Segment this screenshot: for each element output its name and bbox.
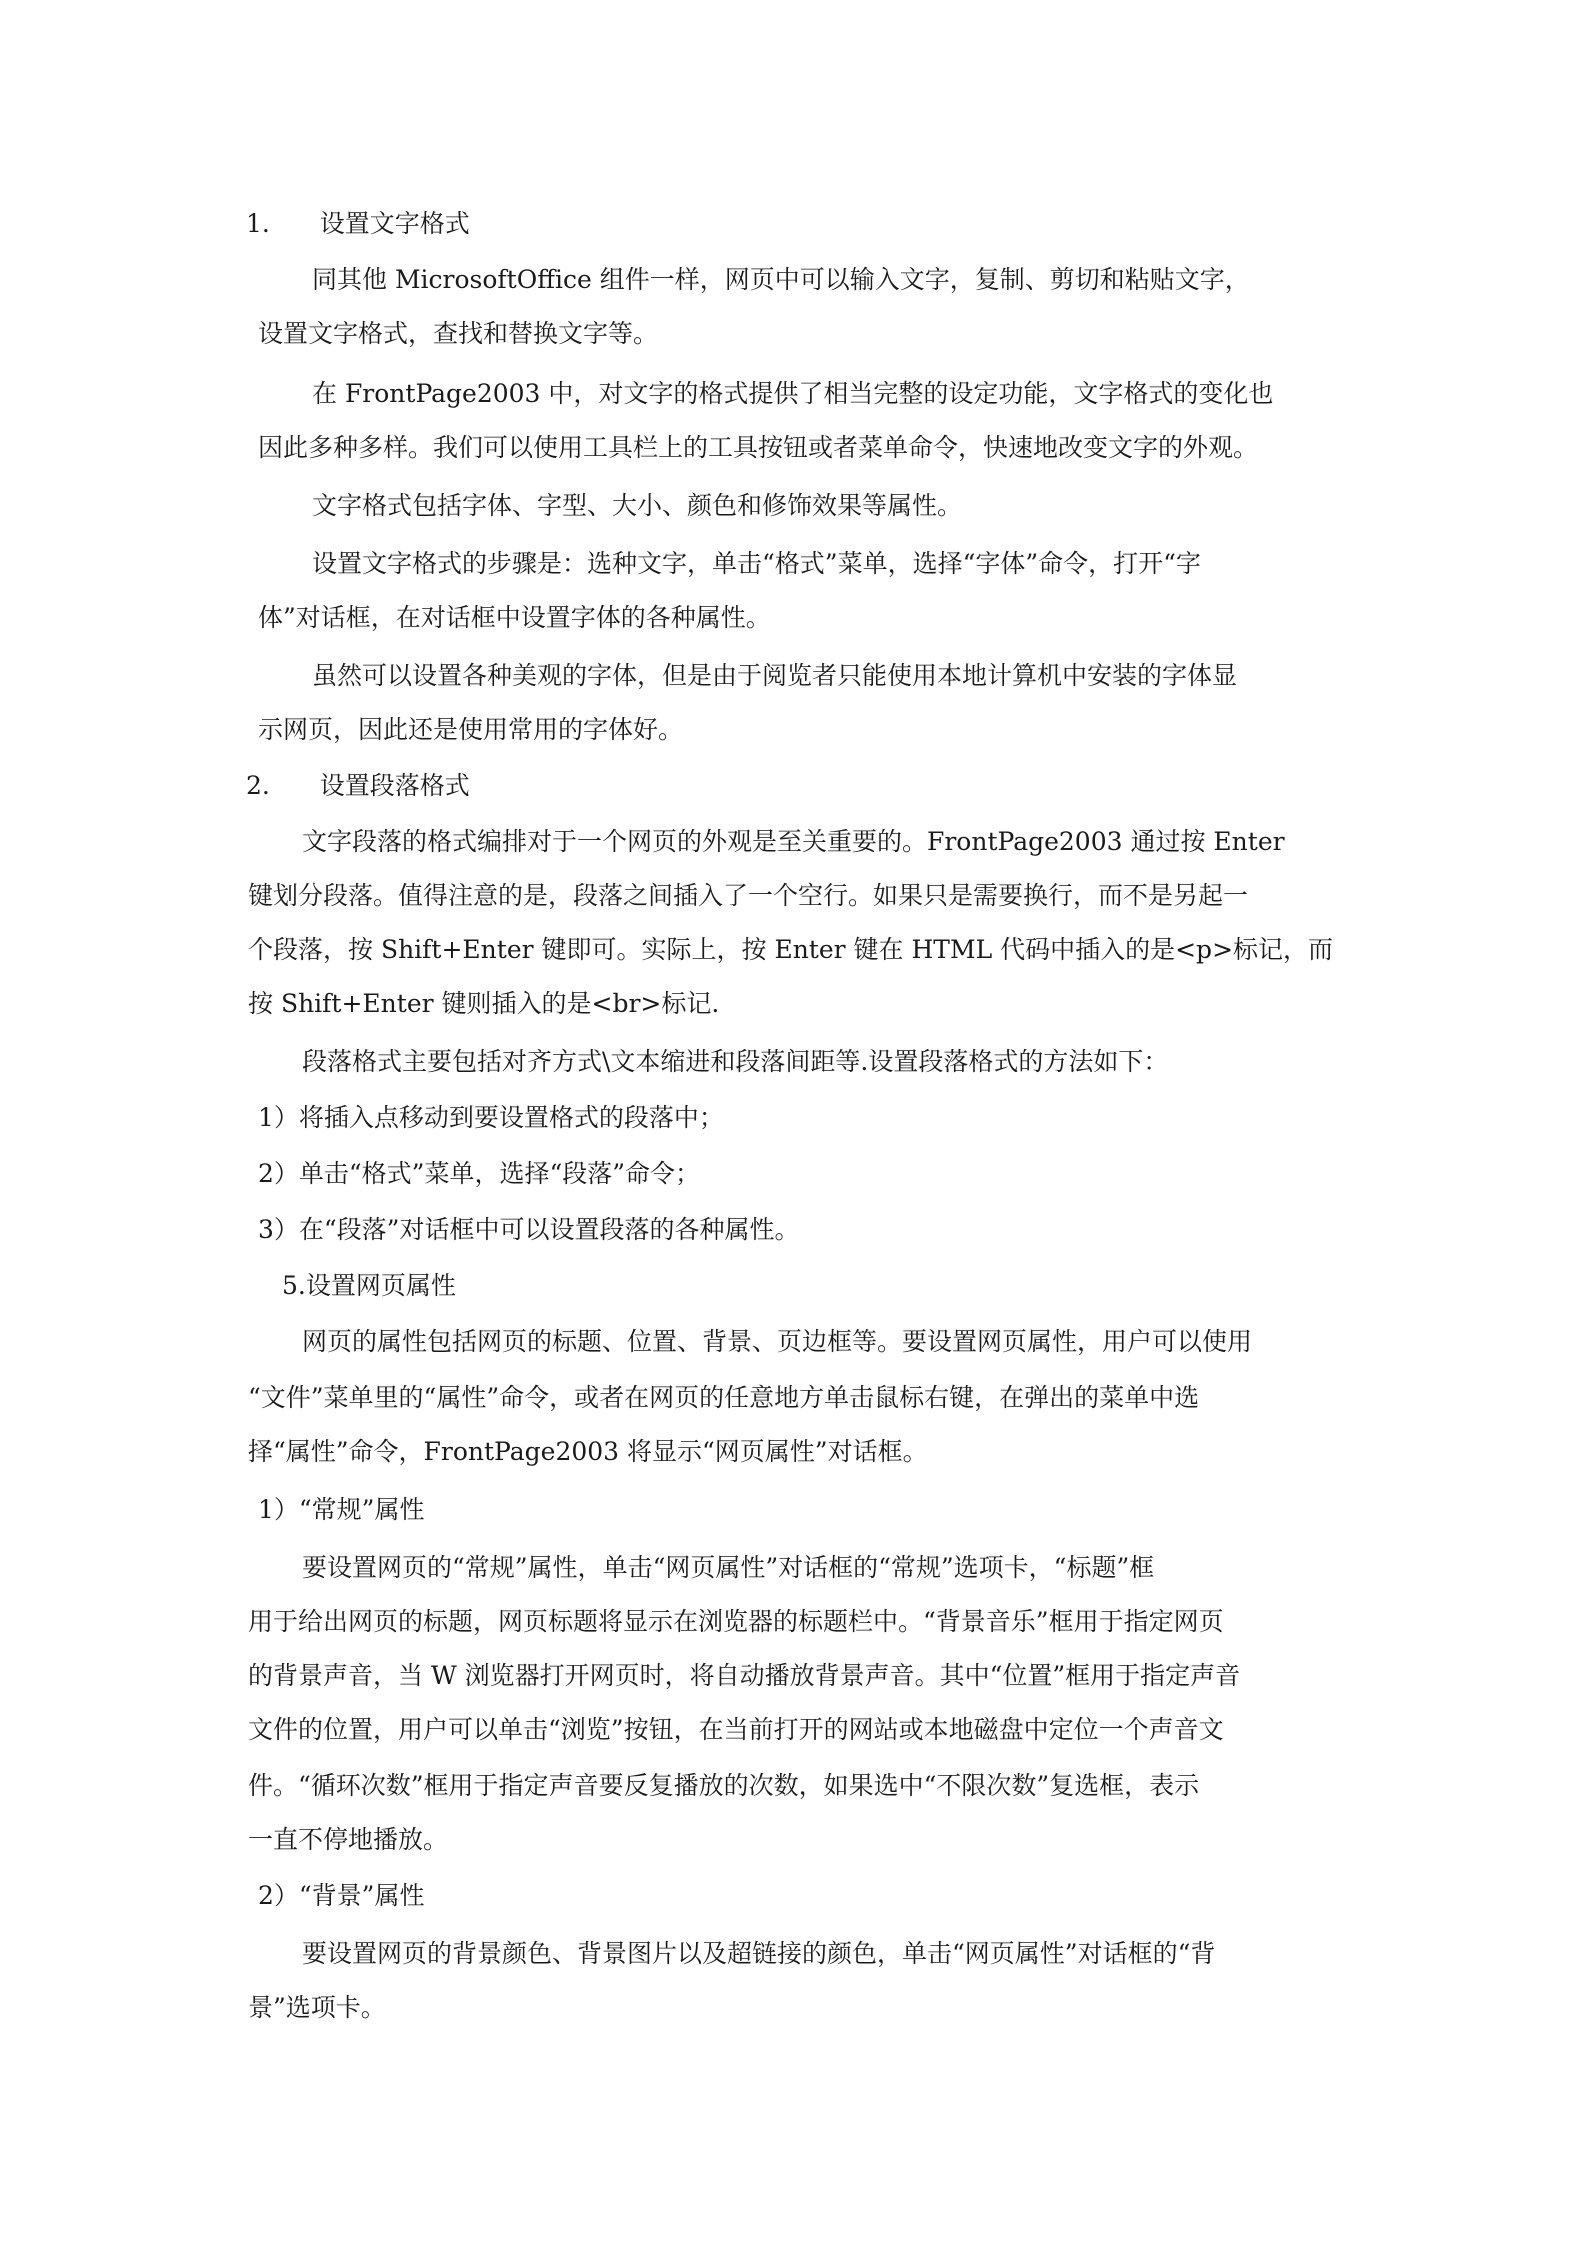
- paragraph-line: 示网页，因此还是使用常用的字体好。: [258, 715, 684, 744]
- subsection-heading-background: 2）“背景”属性: [258, 1881, 425, 1910]
- paragraph-line: 体”对话框，在对话框中设置字体的各种属性。: [258, 603, 771, 632]
- paragraph-line: 件。“循环次数”框用于指定声音要反复播放的次数，如果选中“不限次数”复选框，表示: [248, 1771, 1200, 1800]
- paragraph-line: 个段落，按 Shift+Enter 键即可。实际上，按 Enter 键在 HTML 代码中插入的是<p>标记，而: [248, 935, 1334, 964]
- paragraph-line: 用于给出网页的标题，网页标题将显示在浏览器的标题栏中。“背景音乐”框用于指定网页: [248, 1607, 1224, 1636]
- paragraph-line: 因此多种多样。我们可以使用工具栏上的工具按钮或者菜单命令，快速地改变文字的外观。: [258, 433, 1259, 462]
- paragraph-line: 在 FrontPage2003 中，对文字的格式提供了相当完整的设定功能，文字格式的变化也: [312, 379, 1274, 408]
- paragraph-line: 文字段落的格式编排对于一个网页的外观是至关重要的。FrontPage2003 通过按 Enter: [302, 827, 1285, 856]
- section-title: 设置段落格式: [319, 771, 470, 800]
- paragraph-line: 要设置网页的“常规”属性，单击“网页属性”对话框的“常规”选项卡，“标题”框: [302, 1553, 1155, 1582]
- section-heading-paragraph-format: [246, 770, 470, 802]
- section-heading-text-format: [246, 208, 470, 240]
- paragraph-line: “文件”菜单里的“属性”命令，或者在网页的任意地方单击鼠标右键，在弹出的菜单中选: [248, 1383, 1200, 1412]
- paragraph-line: 文件的位置，用户可以单击“浏览”按钮，在当前打开的网站或本地磁盘中定位一个声音文: [248, 1715, 1224, 1744]
- paragraph-line: 虽然可以设置各种美观的字体，但是由于阅览者只能使用本地计算机中安装的字体显: [312, 661, 1238, 690]
- paragraph-line: 同其他 MicrosoftOffice 组件一样，网页中可以输入文字，复制、剪切和粘贴文字，: [312, 265, 1250, 294]
- paragraph-line: 网页的属性包括网页的标题、位置、背景、页边框等。要设置网页属性，用户可以使用: [302, 1327, 1253, 1356]
- paragraph-line: 段落格式主要包括对齐方式\文本缩进和段落间距等.设置段落格式的方法如下：: [302, 1047, 1169, 1076]
- list-item: 2）单击“格式”菜单，选择“段落”命令；: [258, 1159, 701, 1188]
- paragraph-line: 设置文字格式，查找和替换文字等。: [258, 319, 659, 348]
- section-number: 1.: [246, 209, 270, 238]
- paragraph-line: 按 Shift+Enter 键则插入的是<br>标记.: [248, 989, 720, 1018]
- section-heading-page-properties: 5.设置网页属性: [282, 1271, 456, 1300]
- paragraph-line: 的背景声音，当 W 浏览器打开网页时，将自动播放背景声音。其中“位置”框用于指定声音: [248, 1661, 1241, 1690]
- paragraph-line: 要设置网页的背景颜色、背景图片以及超链接的颜色，单击“网页属性”对话框的“背: [302, 1939, 1216, 1968]
- list-item: 1）将插入点移动到要设置格式的段落中；: [258, 1103, 724, 1132]
- section-number: 2.: [246, 771, 270, 800]
- paragraph-line: 设置文字格式的步骤是：选种文字，单击“格式”菜单，选择“字体”命令，打开“字: [312, 549, 1201, 578]
- list-item: 3）在“段落”对话框中可以设置段落的各种属性。: [258, 1215, 800, 1244]
- section-title: 设置文字格式: [319, 209, 470, 238]
- paragraph-line: 一直不停地播放。: [248, 1825, 449, 1854]
- paragraph-line: 键划分段落。值得注意的是，段落之间插入了一个空行。如果只是需要换行，而不是另起一: [248, 881, 1249, 910]
- paragraph-line: 择“属性”命令，FrontPage2003 将显示“网页属性”对话框。: [248, 1437, 928, 1466]
- subsection-heading-general: 1）“常规”属性: [258, 1495, 425, 1524]
- paragraph-line: 景”选项卡。: [248, 1993, 386, 2022]
- paragraph-line: 文字格式包括字体、字型、大小、颜色和修饰效果等属性。: [312, 491, 963, 520]
